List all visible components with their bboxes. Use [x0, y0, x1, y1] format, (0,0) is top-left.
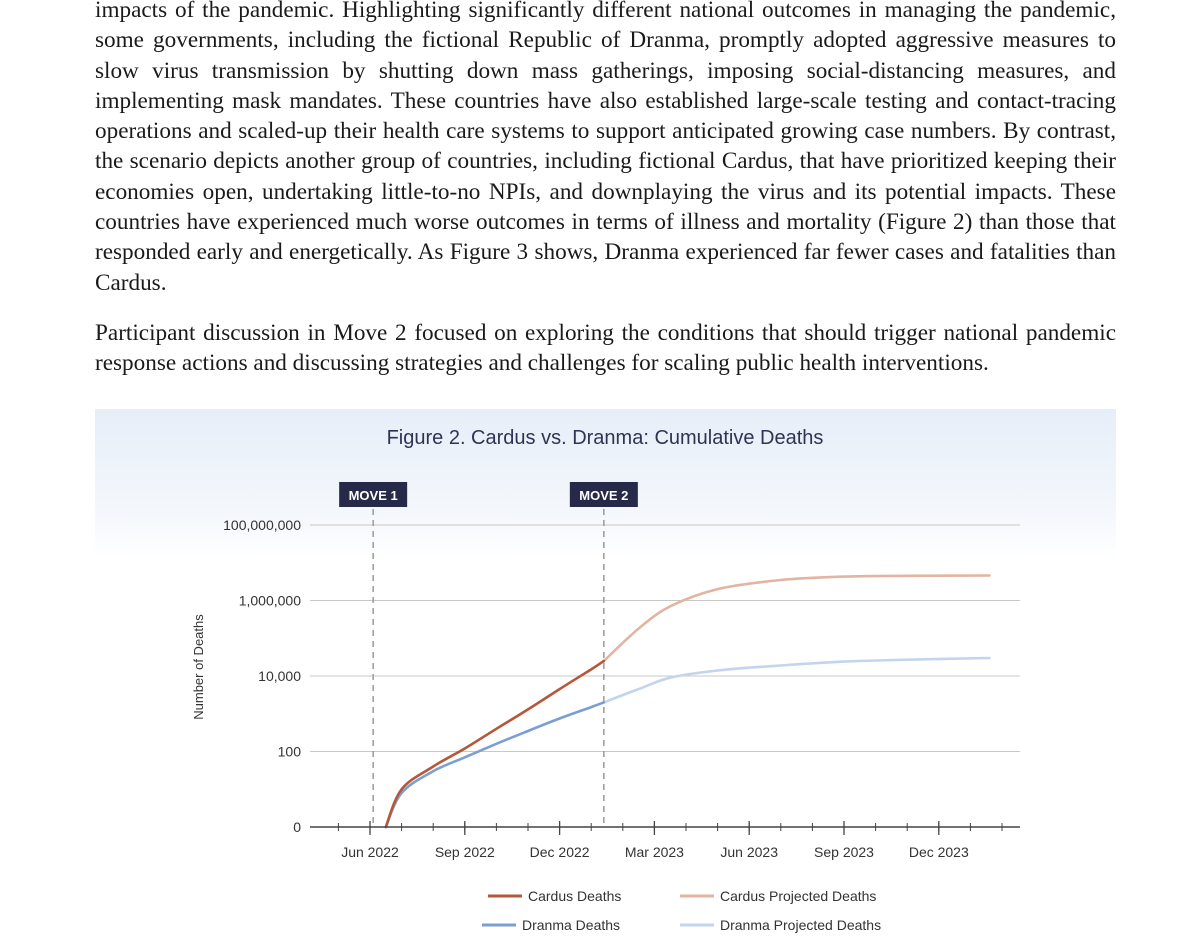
x-tick-label: Mar 2023	[624, 844, 684, 860]
chart-title: Figure 2. Cardus vs. Dranma: Cumulative Deaths	[386, 427, 824, 449]
x-tick-label: Jun 2022	[341, 844, 399, 860]
y-axis-label: Number of Deaths	[191, 614, 206, 720]
cardus-projected-deaths-line	[604, 576, 990, 662]
figure-2-panel	[95, 409, 1116, 939]
dranma-projected-deaths-line	[604, 658, 990, 702]
y-tick-label: 100,000,000	[223, 517, 301, 533]
legend-label-dranma-projected-deaths: Dranma Projected Deaths	[720, 917, 882, 933]
move-marker-label: MOVE 2	[579, 488, 629, 503]
legend-label-cardus-projected-deaths: Cardus Projected Deaths	[720, 888, 877, 904]
x-tick-label: Sep 2023	[814, 844, 874, 860]
move-marker-label: MOVE 1	[348, 488, 398, 503]
legend-label-cardus-deaths: Cardus Deaths	[528, 888, 622, 904]
cumulative-deaths-chart	[95, 409, 1116, 939]
y-tick-label: 1,000,000	[238, 592, 301, 609]
y-tick-label: 0	[293, 819, 301, 835]
paragraph-2: Participant discussion in Move 2 focused on exploring the conditions that should trigger national pandemic response actions and discussing strategies and challenges for scaling public health interventions.	[95, 320, 1116, 377]
dranma-deaths-line	[386, 702, 604, 827]
y-tick-label: 10,000	[258, 668, 301, 684]
x-tick-label: Sep 2022	[434, 844, 495, 860]
paragraph-1: impacts of the pandemic. Highlighting significantly different national outcomes in managing the pandemic, some governments, including the fictional Republic of Dranma, promptly adopted aggressive measures to slow virus transmission by shutting down mass gatherings, imposing social-distancing measures, and implementing mask mandates. These countries have also established large-scale testing and contact-tracing operations and scaled-up their health care systems to support anticipated growing case numbers. By contrast, the scenario depicts another group of countries, including fictional Cardus, that have prioritized keeping their economies open, undertaking little-to-no NPIs, and downplaying the virus and its potential impacts. These countries have experienced much worse outcomes in terms of illness and mortality (Figure 2) than those that responded early and energetically. As Figure 3 shows, Dranma experienced far fewer cases and fatalities than Cardus.	[95, 0, 1116, 296]
x-tick-label: Jun 2023	[720, 844, 779, 860]
y-tick-label: 100	[277, 743, 301, 760]
x-tick-label: Dec 2023	[908, 844, 969, 860]
legend-label-dranma-deaths: Dranma Deaths	[522, 917, 621, 933]
x-tick-label: Dec 2022	[529, 844, 590, 860]
